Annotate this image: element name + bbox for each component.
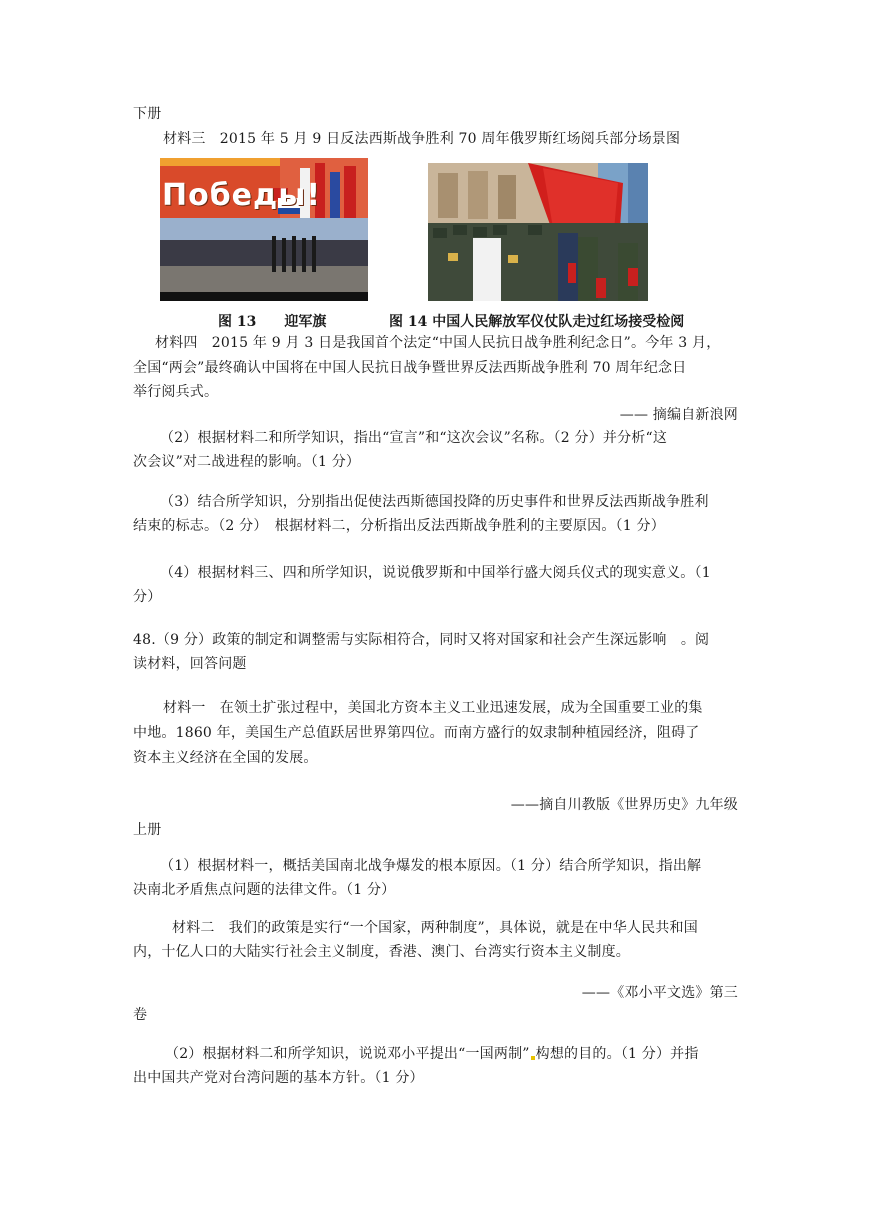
figure-14-caption: 图 14 中国人民解放军仪仗队走过红场接受检阅 (389, 314, 685, 330)
question-2-line: （2）根据材料二和所学知识，指出“宣言”和“这次会议”名称。（2 分）并分析“这 (160, 430, 668, 446)
question-4-line: （4）根据材料三、四和所学知识，说说俄罗斯和中国举行盛大阅兵仪式的现实意义。（1 (160, 565, 711, 581)
highlight-mark (531, 1056, 535, 1060)
part-2-question-line: 出中国共产党对台湾问题的基本方针。（1 分） (133, 1070, 424, 1086)
material-1-line: 材料一 在领土扩张过程中，美国北方资本主义工业迅速发展，成为全国重要工业的集 (163, 700, 703, 716)
part-2-question-text-b: 构想的目的。（1 分）并指 (535, 1046, 699, 1062)
part-1-question-line: （1）根据材料一，概括美国南北战争爆发的根本原因。（1 分）结合所学知识，指出解 (160, 858, 702, 874)
part-2-question-text-a: （2）根据材料二和所学知识，说说邓小平提出“一国两制” (165, 1046, 530, 1062)
part-2-question-line (165, 1044, 699, 1064)
parade-flag-photo (160, 158, 368, 301)
material-2-source: ——《邓小平文选》第三 (581, 985, 738, 1001)
question-3-line: 结束的标志。（2 分） 根据材料二，分析指出反法西斯战争胜利的主要原因。（1 分） (133, 518, 665, 534)
question-2-line: 次会议”对二战进程的影响。（1 分） (133, 454, 361, 470)
material-4-line: 举行阅兵式。 (133, 384, 219, 400)
question-48-line: 读材料，回答问题 (133, 656, 247, 672)
material-1-line: 中地。1860 年，美国生产总值跃居世界第四位。而南方盛行的奴隶制种植园经济，阻碍了 (133, 725, 700, 741)
material-4-source: —— 摘编自新浪网 (619, 407, 738, 423)
material-2-line: 内，十亿人口的大陆实行社会主义制度，香港、澳门、台湾实行资本主义制度。 (133, 944, 630, 960)
continuation-text: 下册 (133, 106, 162, 122)
material-2-source-cont: 卷 (133, 1007, 148, 1023)
question-48-line: 48.（9 分）政策的制定和调整需与实际相符合，同时又将对国家和社会产生深远影响 。阅 (133, 632, 710, 648)
pla-honor-guard-photo (428, 163, 648, 301)
material-1-source-cont: 上册 (133, 822, 162, 838)
figure-13-caption: 图 13 迎军旗 (218, 314, 327, 330)
victory-sign-text: Победы! (162, 178, 322, 213)
material-3-heading: 材料三 2015 年 5 月 9 日反法西斯战争胜利 70 周年俄罗斯红场阅兵部分场景图 (163, 131, 681, 147)
material-4-line: 全国“两会”最终确认中国将在中国人民抗日战争暨世界反法西斯战争胜利 70 周年纪念日 (133, 360, 687, 376)
honor-guard-image (428, 163, 648, 301)
material-4-line: 材料四 2015 年 9 月 3 日是我国首个法定“中国人民抗日战争胜利纪念日”。今年 3 月， (155, 335, 721, 351)
question-4-line: 分） (133, 589, 162, 605)
material-1-source: ——摘自川教版《世界历史》九年级 (510, 797, 738, 813)
part-1-question-line: 决南北矛盾焦点问题的法律文件。（1 分） (133, 882, 396, 898)
question-3-line: （3）结合所学知识，分别指出促使法西斯德国投降的历史事件和世界反法西斯战争胜利 (160, 494, 709, 510)
material-2-line: 材料二 我们的政策是实行“一个国家，两种制度”，具体说，就是在中华人民共和国 (172, 920, 698, 936)
material-1-line: 资本主义经济在全国的发展。 (133, 750, 318, 766)
